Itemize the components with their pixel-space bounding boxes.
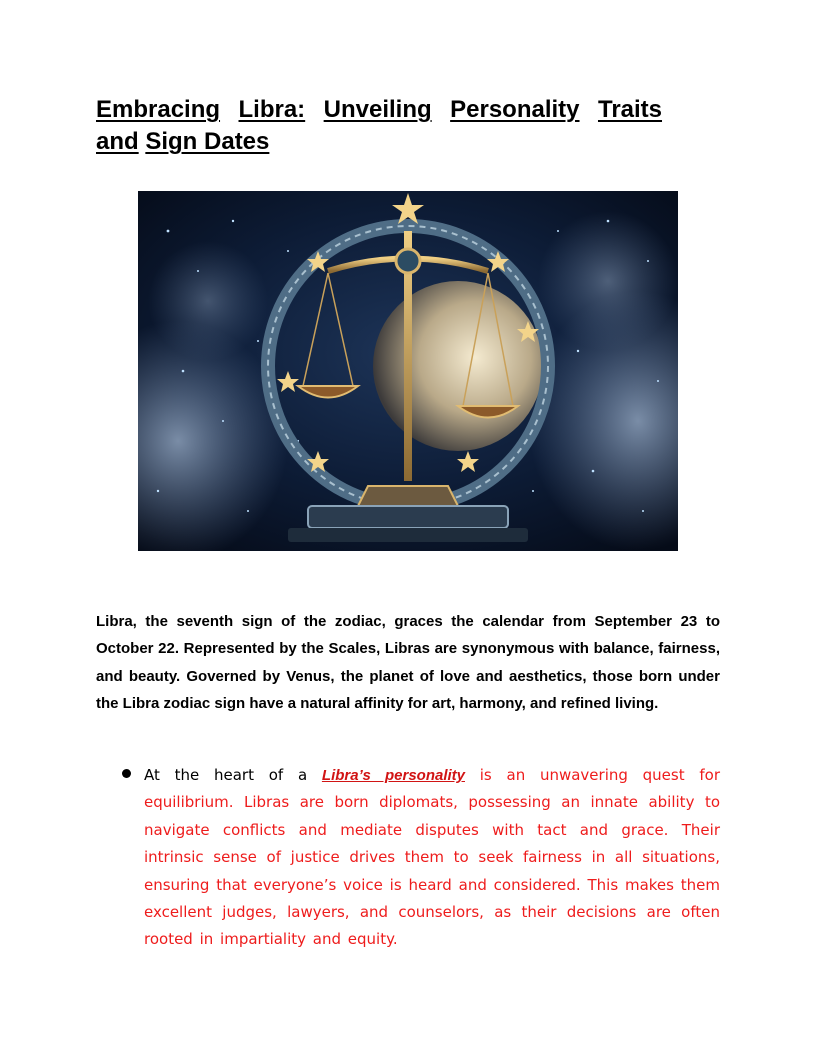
bullet-body-text: is an unwavering quest for equilibrium. Libras are born diplomats, possessing an innate ability to navigate conflicts and mediate disputes with tact and grace. Their intrinsic sense of justice drives them to seek fairness in all situations, ensuring that everyone’s voice is heard and considered. This makes them excellent judges, lawyers, and counselors, as their decisions are often rooted in impartiality and equity. [144,766,720,949]
bullet-paragraph [144,762,720,954]
title-word: Sign Dates [145,128,270,155]
libra-scales-illustration [138,191,678,551]
intro-paragraph: Libra, the seventh sign of the zodiac, graces the calendar from September 23 to October 22. Represented by the Scales, Libras are synonymous with balance, fairness, and beauty. Governed by Venus, the planet of love and aesthetics, those born under the Libra zodiac sign have a natural affinity for art, harmony, and refined living. [96,613,720,713]
title-word: and [96,128,139,155]
title-word: Traits [597,96,663,123]
bullet-icon [122,769,131,778]
title-word: Personality [450,96,580,123]
title-word: Libra: [238,96,306,123]
list-item [96,762,720,954]
libra-personality-link[interactable]: Libra’s personality [321,767,465,784]
title-word: Unveiling [323,96,432,123]
title-word: Embracing [96,96,221,123]
document-title [96,94,662,158]
bullet-lead-text: At the heart of a [144,766,308,784]
bullet-list [96,762,720,954]
